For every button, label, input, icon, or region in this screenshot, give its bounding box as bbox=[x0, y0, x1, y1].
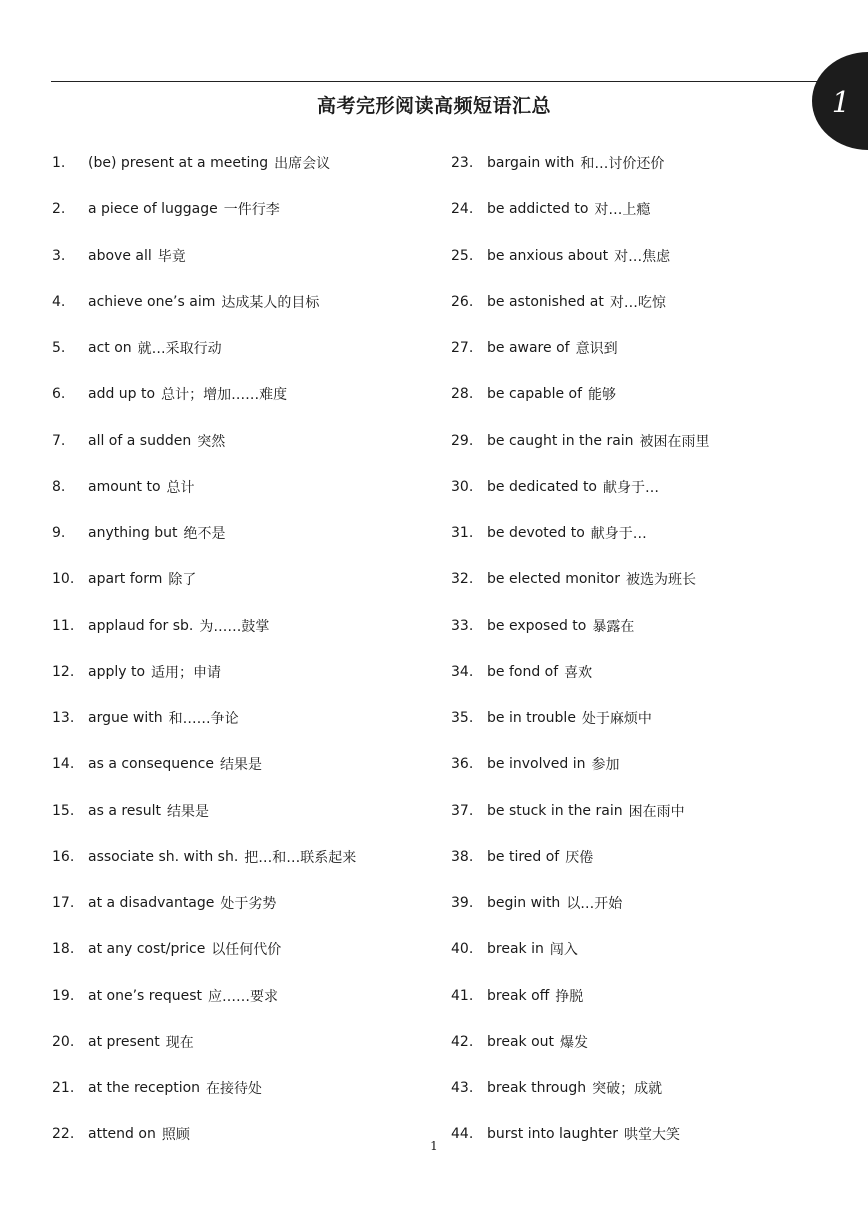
phrase-number: 6. bbox=[52, 386, 66, 403]
phrase-chinese: 总计；增加……难度 bbox=[161, 387, 288, 404]
phrase-number: 19. bbox=[52, 987, 75, 1004]
phrase-number: 33. bbox=[451, 617, 474, 634]
phrase-english: at a disadvantage bbox=[88, 895, 215, 912]
phrase-item bbox=[52, 510, 356, 556]
phrase-chinese: 就…采取行动 bbox=[137, 341, 222, 358]
phrase-item bbox=[451, 325, 710, 371]
phrase-chinese: 对…焦虑 bbox=[614, 248, 671, 265]
phrase-number: 20. bbox=[52, 1033, 75, 1050]
phrase-chinese: 突破；成就 bbox=[592, 1081, 663, 1098]
phrase-chinese: 出席会议 bbox=[274, 156, 331, 173]
phrase-chinese: 一件行李 bbox=[223, 202, 280, 219]
phrase-item bbox=[451, 418, 710, 464]
phrase-item bbox=[451, 603, 710, 649]
phrase-item bbox=[52, 649, 356, 695]
phrase-chinese: 总计 bbox=[166, 479, 195, 496]
phrase-item bbox=[451, 371, 710, 417]
phrase-item bbox=[451, 1065, 710, 1111]
phrase-english: be astonished at bbox=[487, 293, 604, 310]
phrase-item bbox=[451, 788, 710, 834]
phrase-number: 23. bbox=[451, 155, 474, 172]
phrase-chinese: 为……鼓掌 bbox=[199, 618, 270, 635]
phrase-number: 40. bbox=[451, 941, 474, 958]
phrase-number: 42. bbox=[451, 1033, 474, 1050]
phrase-chinese: 对…吃惊 bbox=[609, 294, 666, 311]
phrase-english: be tired of bbox=[487, 848, 560, 865]
phrase-item bbox=[451, 279, 710, 325]
phrase-english: as a result bbox=[88, 802, 161, 819]
phrase-english: at the reception bbox=[88, 1080, 201, 1097]
phrase-chinese: 和……争论 bbox=[168, 711, 239, 728]
phrase-chinese: 爆发 bbox=[560, 1034, 589, 1051]
phrase-chinese: 喜欢 bbox=[564, 664, 593, 681]
phrase-chinese: 处于麻烦中 bbox=[581, 711, 652, 728]
phrase-item bbox=[451, 510, 710, 556]
phrase-english: be involved in bbox=[487, 756, 586, 773]
phrase-english: break off bbox=[487, 987, 550, 1004]
phrase-chinese: 困在雨中 bbox=[628, 803, 685, 820]
phrase-chinese: 突然 bbox=[197, 433, 226, 450]
phrase-english: attend on bbox=[88, 1126, 156, 1143]
phrase-number: 17. bbox=[52, 895, 75, 912]
phrase-english: be in trouble bbox=[487, 710, 576, 727]
phrase-english: act on bbox=[88, 340, 132, 357]
page-number: 1 bbox=[430, 1139, 438, 1153]
phrase-item bbox=[52, 233, 356, 279]
phrase-english: begin with bbox=[487, 895, 561, 912]
phrase-chinese: 毕竟 bbox=[157, 248, 186, 265]
phrase-english: above all bbox=[88, 247, 152, 264]
phrase-english: at one’s request bbox=[88, 987, 202, 1004]
phrase-english: achieve one’s aim bbox=[88, 293, 216, 310]
phrase-number: 13. bbox=[52, 710, 75, 727]
phrase-english: add up to bbox=[88, 386, 156, 403]
phrase-number: 41. bbox=[451, 987, 474, 1004]
phrase-list-left bbox=[52, 140, 356, 1158]
phrase-chinese: 适用；申请 bbox=[151, 664, 222, 681]
phrase-item bbox=[52, 1019, 356, 1065]
phrase-chinese: 结果是 bbox=[166, 803, 209, 820]
phrase-chinese: 以…开始 bbox=[566, 896, 623, 913]
phrase-english: be exposed to bbox=[487, 617, 587, 634]
phrase-item bbox=[52, 371, 356, 417]
phrase-english: amount to bbox=[88, 478, 161, 495]
phrase-number: 30. bbox=[451, 478, 474, 495]
phrase-english: be stuck in the rain bbox=[487, 802, 623, 819]
phrase-number: 32. bbox=[451, 571, 474, 588]
phrase-english: at any cost/price bbox=[88, 941, 206, 958]
phrase-number: 18. bbox=[52, 941, 75, 958]
phrase-item bbox=[52, 788, 356, 834]
phrase-number: 14. bbox=[52, 756, 75, 773]
phrase-item bbox=[52, 140, 356, 186]
phrase-item bbox=[451, 464, 710, 510]
phrase-item bbox=[451, 973, 710, 1019]
phrase-chinese: 哄堂大笑 bbox=[623, 1127, 680, 1144]
phrase-number: 16. bbox=[52, 848, 75, 865]
phrase-chinese: 挣脱 bbox=[555, 988, 584, 1005]
phrase-number: 4. bbox=[52, 293, 66, 310]
phrase-english: a piece of luggage bbox=[88, 201, 218, 218]
phrase-item bbox=[52, 741, 356, 787]
phrase-item bbox=[52, 695, 356, 741]
phrase-english: be elected monitor bbox=[487, 571, 620, 588]
phrase-item bbox=[52, 834, 356, 880]
phrase-english: be addicted to bbox=[487, 201, 589, 218]
phrase-english: be devoted to bbox=[487, 525, 585, 542]
phrase-number: 9. bbox=[52, 525, 66, 542]
page-title: 高考完形阅读高频短语汇总 bbox=[316, 95, 551, 117]
phrase-number: 15. bbox=[52, 802, 75, 819]
phrase-chinese: 被困在雨里 bbox=[639, 433, 710, 450]
phrase-chinese: 献身于… bbox=[603, 479, 659, 496]
phrase-item bbox=[451, 880, 710, 926]
phrase-english: apply to bbox=[88, 663, 146, 680]
phrase-chinese: 结果是 bbox=[219, 757, 262, 774]
phrase-number: 1. bbox=[52, 155, 66, 172]
phrase-number: 35. bbox=[451, 710, 474, 727]
phrase-number: 11. bbox=[52, 617, 75, 634]
phrase-english: associate sh. with sh. bbox=[88, 848, 239, 865]
phrase-number: 24. bbox=[451, 201, 474, 218]
phrase-english: burst into laughter bbox=[487, 1126, 618, 1143]
phrase-number: 2. bbox=[52, 201, 66, 218]
phrase-chinese: 达成某人的目标 bbox=[221, 294, 320, 311]
phrase-item bbox=[52, 186, 356, 232]
phrase-chinese: 处于劣势 bbox=[220, 896, 277, 913]
phrase-english: be capable of bbox=[487, 386, 583, 403]
phrase-chinese: 应……要求 bbox=[207, 988, 278, 1005]
phrase-chinese: 在接待处 bbox=[206, 1081, 263, 1098]
phrase-item bbox=[451, 233, 710, 279]
phrase-chinese: 献身于… bbox=[590, 526, 647, 543]
phrase-chinese: 闯入 bbox=[549, 942, 578, 959]
phrase-english: (be) present at a meeting bbox=[88, 155, 269, 172]
phrase-number: 28. bbox=[451, 386, 474, 403]
phrase-item bbox=[451, 741, 710, 787]
phrase-english: break out bbox=[487, 1033, 555, 1050]
phrase-number: 21. bbox=[52, 1080, 75, 1097]
phrase-item bbox=[52, 418, 356, 464]
phrase-item bbox=[451, 926, 710, 972]
phrase-item bbox=[52, 325, 356, 371]
phrase-item bbox=[52, 1065, 356, 1111]
phrase-number: 31. bbox=[451, 525, 474, 542]
phrase-chinese: 照顾 bbox=[161, 1127, 190, 1144]
phrase-item bbox=[451, 140, 710, 186]
phrase-chinese: 参加 bbox=[591, 757, 620, 774]
phrase-item bbox=[451, 556, 710, 602]
phrase-chinese: 暴露在 bbox=[592, 618, 635, 635]
phrase-number: 44. bbox=[451, 1126, 474, 1143]
phrase-number: 12. bbox=[52, 663, 75, 680]
phrase-number: 36. bbox=[451, 756, 474, 773]
phrase-chinese: 和…讨价还价 bbox=[580, 156, 665, 173]
phrase-number: 37. bbox=[451, 802, 474, 819]
phrase-number: 27. bbox=[451, 340, 474, 357]
phrase-number: 8. bbox=[52, 478, 66, 495]
phrase-english: be fond of bbox=[487, 663, 559, 680]
phrase-list-right bbox=[451, 140, 710, 1158]
phrase-number: 7. bbox=[52, 432, 66, 449]
phrase-number: 26. bbox=[451, 293, 474, 310]
phrase-item bbox=[451, 1019, 710, 1065]
phrase-item bbox=[52, 556, 356, 602]
phrase-english: at present bbox=[88, 1033, 160, 1050]
phrase-item bbox=[451, 834, 710, 880]
header-rule bbox=[51, 81, 841, 82]
phrase-english: argue with bbox=[88, 710, 163, 727]
phrase-english: break through bbox=[487, 1080, 587, 1097]
phrase-chinese: 能够 bbox=[588, 387, 617, 404]
phrase-number: 34. bbox=[451, 663, 474, 680]
page-badge-number: 1 bbox=[831, 85, 851, 119]
phrase-english: anything but bbox=[88, 525, 178, 542]
phrase-number: 29. bbox=[451, 432, 474, 449]
phrase-chinese: 对…上瘾 bbox=[594, 202, 651, 219]
phrase-chinese: 意识到 bbox=[575, 341, 618, 358]
phrase-number: 22. bbox=[52, 1126, 75, 1143]
phrase-chinese: 现在 bbox=[165, 1034, 194, 1051]
phrase-item bbox=[52, 880, 356, 926]
phrase-number: 3. bbox=[52, 247, 66, 264]
phrase-english: break in bbox=[487, 941, 544, 958]
phrase-english: be aware of bbox=[487, 340, 570, 357]
phrase-item bbox=[52, 926, 356, 972]
phrase-english: applaud for sb. bbox=[88, 617, 194, 634]
phrase-chinese: 把…和…联系起来 bbox=[244, 849, 357, 866]
phrase-item bbox=[451, 186, 710, 232]
phrase-number: 10. bbox=[52, 571, 75, 588]
phrase-item bbox=[451, 695, 710, 741]
phrase-english: as a consequence bbox=[88, 756, 214, 773]
phrase-item bbox=[52, 279, 356, 325]
phrase-number: 38. bbox=[451, 848, 474, 865]
phrase-item bbox=[52, 464, 356, 510]
phrase-english: be anxious about bbox=[487, 247, 609, 264]
phrase-item bbox=[52, 603, 356, 649]
phrase-english: bargain with bbox=[487, 155, 575, 172]
phrase-number: 39. bbox=[451, 895, 474, 912]
phrase-english: be dedicated to bbox=[487, 478, 597, 495]
phrase-chinese: 厌倦 bbox=[565, 849, 594, 866]
phrase-number: 25. bbox=[451, 247, 474, 264]
phrase-number: 5. bbox=[52, 340, 66, 357]
phrase-chinese: 以任何代价 bbox=[211, 942, 282, 959]
phrase-english: all of a sudden bbox=[88, 432, 192, 449]
phrase-chinese: 绝不是 bbox=[183, 526, 226, 543]
phrase-number: 43. bbox=[451, 1080, 474, 1097]
phrase-english: apart form bbox=[88, 571, 163, 588]
phrase-chinese: 除了 bbox=[168, 572, 197, 589]
phrase-english: be caught in the rain bbox=[487, 432, 634, 449]
phrase-item bbox=[52, 973, 356, 1019]
phrase-chinese: 被选为班长 bbox=[625, 572, 696, 589]
phrase-item bbox=[451, 649, 710, 695]
